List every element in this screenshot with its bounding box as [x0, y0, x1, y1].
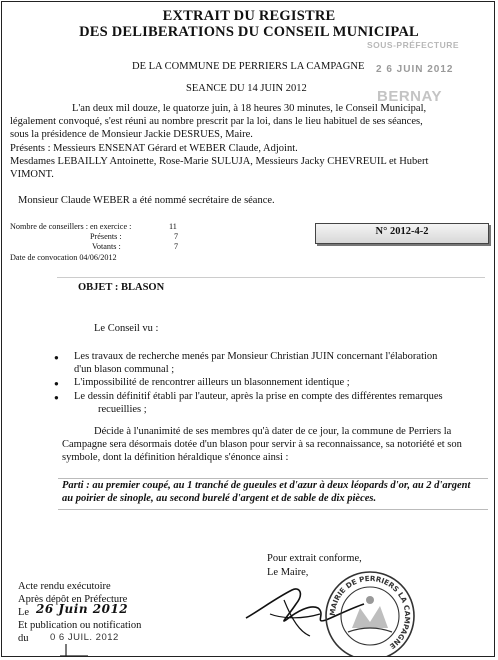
commune-line: DE LA COMMUNE DE PERRIERS LA CAMPAGNE	[132, 61, 365, 72]
consideration-3-line-2: recueillies ;	[98, 404, 147, 415]
signature-maire: Le Maire,	[267, 567, 309, 578]
intro-line-2: légalement convoqué, s'est réuni au nombre prescrit par la loi, dans le lieu habituel de ses séances,	[10, 116, 423, 127]
footer-le-label: Le	[18, 607, 30, 618]
footer-handwritten-date: 26 Juin 2012	[36, 602, 129, 616]
mesdames-line: Mesdames LEBAILLY Antoinette, Rose-Marie SULUJA, Messieurs Jacky CHEVREUIL et Hubert	[10, 156, 429, 167]
footer-executoire: Acte rendu exécutoire	[18, 581, 111, 592]
pen-mark	[58, 642, 98, 657]
consideration-3-line-1: Le dessin définitif établi par l'auteur, après la prise en compte des différentes remarques	[74, 391, 443, 402]
bullet-icon: ●	[54, 353, 59, 362]
consideration-1-line-2: d'un blason communal ;	[74, 364, 175, 375]
consideration-1-line-1: Les travaux de recherche menés par Monsieur Christian JUIN concernant l'élaboration	[74, 351, 438, 362]
objet-title: OBJET : BLASON	[78, 282, 165, 293]
bullet-icon: ●	[54, 393, 59, 402]
count-exercice-value: 11	[169, 222, 177, 231]
footer-date-stamp: 0 6 JUIL. 2012	[50, 632, 119, 643]
footer-publication: Et publication ou notification	[18, 620, 142, 631]
deliberation-number: N° 2012-4-2	[375, 226, 429, 237]
decision-line-1: Décide à l'unanimité de ses membres qu'à dater de ce jour, la commune de Perriers la	[94, 426, 452, 437]
stamp-bernay: BERNAY	[377, 88, 442, 105]
parti-line-2: au poirier de sinople, au second burelé d'argent et de sable de dix pièces.	[62, 493, 377, 504]
stamp-sous-prefecture: SOUS-PRÉFECTURE	[367, 40, 460, 50]
count-presents-label: Présents :	[90, 232, 122, 241]
secretary-line: Monsieur Claude WEBER a été nommé secrétaire de séance.	[18, 195, 275, 206]
seance-date: SEANCE DU 14 JUIN 2012	[186, 83, 307, 94]
parti-line-1: Parti : au premier coupé, au 1 tranché de gueules et d'azur à deux léopards d'or, au 2 d'argent	[62, 480, 471, 491]
presents-line: Présents : Messieurs ENSENAT Gérard et WEBER Claude, Adjoint.	[10, 143, 298, 154]
bullet-icon: ●	[54, 379, 59, 388]
mairie-seal	[322, 568, 418, 657]
deliberation-number-box	[315, 223, 489, 244]
title-line-1: EXTRAIT DU REGISTRE	[162, 8, 336, 24]
count-exercice-label: Nombre de conseillers : en exercice :	[10, 222, 132, 231]
count-votants-label: Votants :	[92, 242, 121, 251]
count-votants-value: 7	[174, 242, 179, 251]
intro-line-1: L'an deux mil douze, le quatorze juin, à 18 heures 30 minutes, le Conseil Municipal,	[72, 103, 427, 114]
seal-ring-text: MAIRIE DE PERRIERS LA CAMPAGNE	[327, 573, 413, 651]
stamp-received-date: 2 6 JUIN 2012	[376, 64, 454, 75]
signature-conforme: Pour extrait conforme,	[267, 553, 362, 564]
footer-depot: Après dépôt en Préfecture	[18, 594, 128, 605]
footer-du-label: du	[18, 633, 29, 644]
document-page	[1, 1, 495, 657]
decision-line-2: Campagne sera désormais dotée d'un blason pour servir à sa reconnaissance, sa notoriété et son	[62, 439, 462, 450]
conseil-vu: Le Conseil vu :	[94, 323, 159, 334]
title-line-2: DES DELIBERATIONS DU CONSEIL MUNICIPAL	[79, 24, 419, 40]
consideration-2-line-1: L'impossibilité de rencontrer ailleurs un blasonnement identique ;	[74, 377, 350, 388]
decision-line-3: symbole, dont la définition héraldique s'énonce ainsi :	[62, 452, 289, 463]
convocation-date: Date de convocation 04/06/2012	[10, 253, 117, 262]
count-presents-value: 7	[174, 232, 179, 241]
intro-line-3: sous la présidence de Monsieur Jackie DESRUES, Maire.	[10, 129, 253, 140]
vimont-line: VIMONT.	[10, 169, 54, 180]
